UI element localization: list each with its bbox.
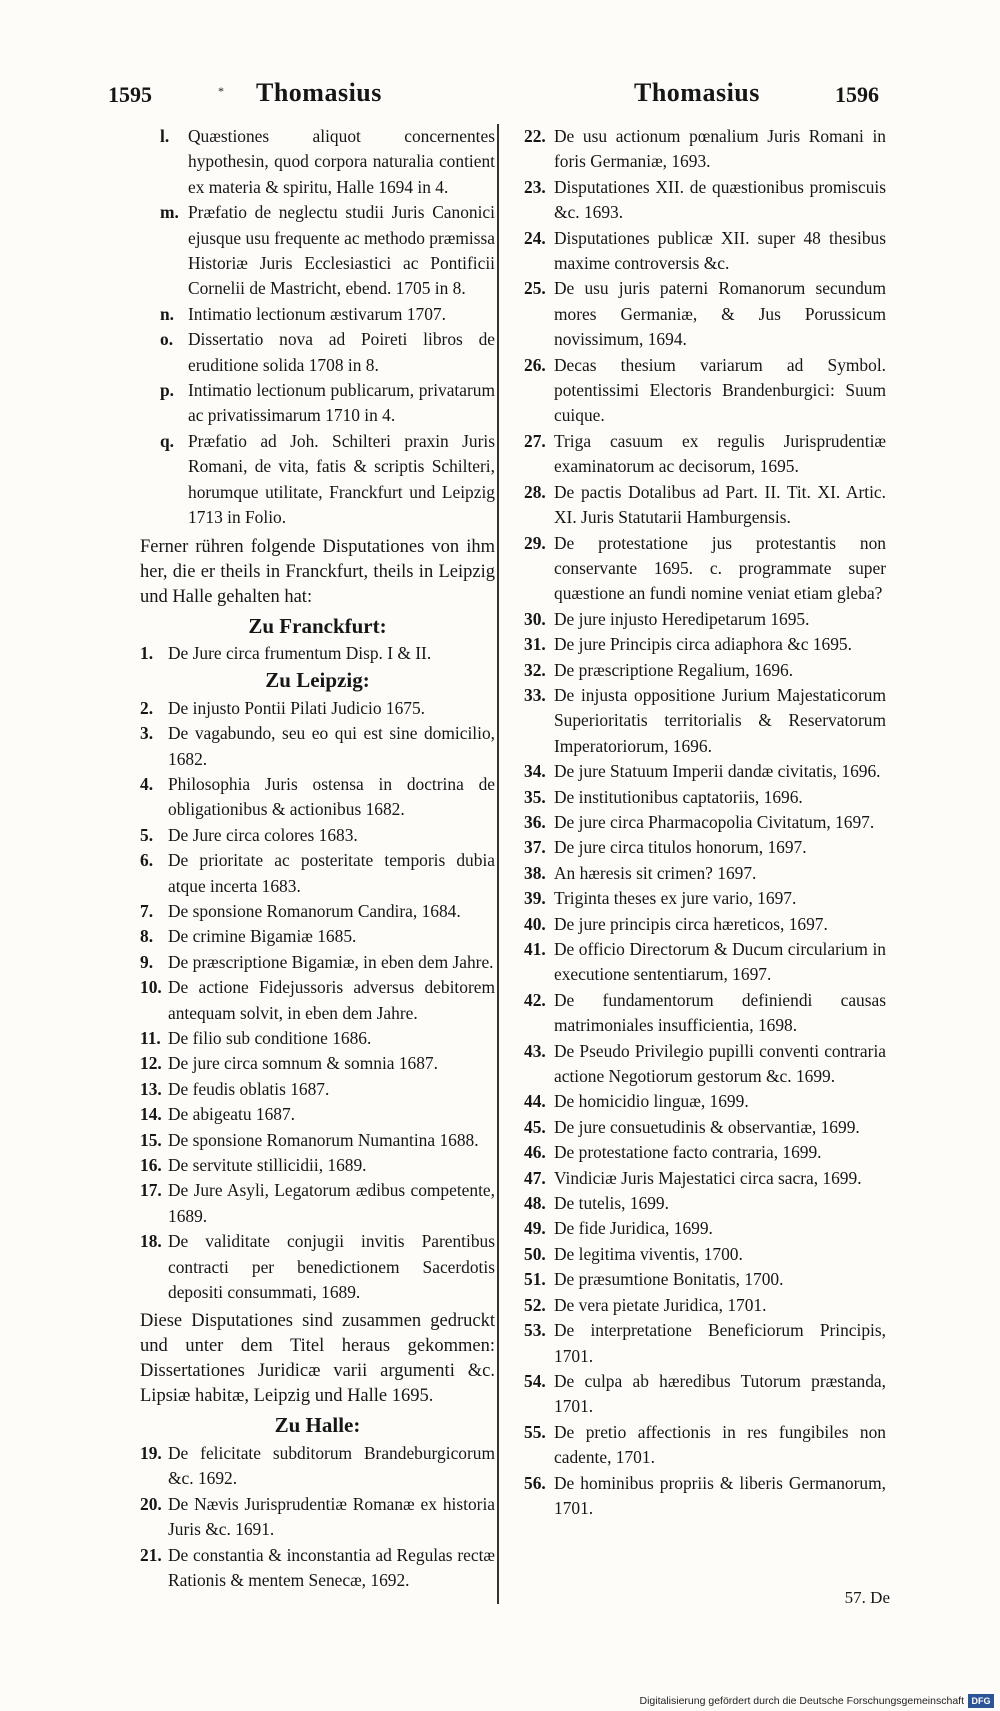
list-item <box>524 683 886 759</box>
item-number: 53. <box>524 1320 546 1341</box>
item-text: De validitate conjugii invitis Parentibus contracti per benedictionem Sacerdotis depositi consummati, 1689. <box>168 1231 495 1303</box>
item-text: De felicitate subditorum Brandeburgicorum &c. 1692. <box>168 1442 495 1489</box>
item-number: 54. <box>524 1370 546 1391</box>
right-column <box>524 124 886 1521</box>
list-item <box>524 480 886 531</box>
item-number: 14. <box>140 1104 162 1125</box>
item-number: 55. <box>524 1421 546 1442</box>
item-number: 38. <box>524 862 546 883</box>
item-text: Decas thesium variarum ad Symbol. potentissimi Electoris Brandenburgici: Suum cuique. <box>554 354 886 426</box>
item-number: 44. <box>524 1091 546 1112</box>
item-number: 32. <box>524 659 546 680</box>
item-number: 23. <box>524 176 546 197</box>
item-text: De pactis Dotalibus ad Part. II. Tit. XI. Artic. XI. Juris Statutarii Hamburgensis. <box>554 481 886 528</box>
list-item <box>524 1267 886 1292</box>
item-number: 26. <box>524 354 546 375</box>
item-number: 51. <box>524 1269 546 1290</box>
item-text: De fundamentorum definiendi causas matrimoniales insufficientia, 1698. <box>554 989 886 1036</box>
item-text: De hominibus propriis & liberis Germanorum, 1701. <box>554 1472 886 1518</box>
list-item <box>140 975 495 1026</box>
item-text: De præscriptione Regalium, 1696. <box>554 659 794 680</box>
list-item <box>524 1140 886 1165</box>
footer <box>0 1692 1000 1711</box>
item-text: De præscriptione Bigamiæ, in eben dem Jahre. <box>168 951 494 972</box>
item-number: 5. <box>140 824 154 845</box>
item-text: Vindiciæ Juris Majestatici circa sacra, 1699. <box>554 1167 862 1188</box>
list-item <box>140 1153 495 1178</box>
item-text: Triginta theses ex jure vario, 1697. <box>554 888 797 909</box>
item-number: 27. <box>524 430 546 451</box>
item-number: o. <box>160 329 174 350</box>
list-item <box>524 759 886 784</box>
list-item <box>140 1051 495 1076</box>
item-number: 12. <box>140 1053 162 1074</box>
intro-paragraph: Ferner rühren folgende Disputationes von ihm her, die er theils in Franckfurt, theils in Leipzig und Halle gehalten hat: <box>140 536 495 607</box>
item-number: 47. <box>524 1167 546 1188</box>
halle-list <box>140 1441 495 1593</box>
item-text: De jure consuetudinis & observantiæ, 1699. <box>554 1116 860 1137</box>
item-text: De filio sub conditione 1686. <box>168 1028 372 1048</box>
list-item <box>524 1166 886 1191</box>
item-number: 39. <box>524 888 546 909</box>
item-text: De jure circa Pharmacopolia Civitatum, 1697. <box>554 811 875 832</box>
column-divider <box>497 124 499 1604</box>
list-item <box>524 353 886 429</box>
list-item <box>524 937 886 988</box>
list-item <box>524 861 886 886</box>
list-item <box>140 429 495 531</box>
list-item <box>524 1420 886 1471</box>
item-text: De præsumtione Bonitatis, 1700. <box>554 1269 784 1290</box>
item-number: 8. <box>140 926 154 947</box>
item-number: l. <box>160 126 170 146</box>
item-text: De injusto Pontii Pilati Judicio 1675. <box>168 697 426 718</box>
item-number: 6. <box>140 850 154 871</box>
item-text: Præfatio ad Joh. Schilteri praxin Juris Romani, de vita, fatis & scriptis Schilteri, horumque utilitate, Franckfurt und Leipzig 1713 in Folio. <box>188 430 495 528</box>
header-asterisk: * <box>218 84 224 98</box>
frankfurt-list <box>140 641 495 666</box>
item-number: 33. <box>524 684 546 705</box>
item-text: De actione Fidejussoris adversus debitorem antequam solvit, in eben dem Jahre. <box>168 977 495 1023</box>
list-item <box>140 950 495 975</box>
item-text: De injusta oppositione Jurium Majestaticorum Superioritatis territorialis & Reservatorum Imperatoriorum, 1696. <box>554 684 886 756</box>
item-text: De vagabundo, seu eo qui est sine domicilio, 1682. <box>168 723 495 769</box>
list-item <box>524 1471 886 1522</box>
list-item <box>524 1293 886 1318</box>
item-number: 1. <box>140 642 154 663</box>
list-item <box>524 988 886 1039</box>
item-text: De Jure circa colores 1683. <box>168 824 358 845</box>
item-text: De interpretatione Beneficiorum Principis, 1701. <box>554 1320 886 1366</box>
item-number: 35. <box>524 786 546 807</box>
item-text: De Jure Asyli, Legatorum ædibus competente, 1689. <box>168 1180 495 1226</box>
list-item <box>524 175 886 226</box>
item-number: 29. <box>524 532 546 553</box>
list-item <box>524 531 886 607</box>
item-text: Disputationes publicæ XII. super 48 thesibus maxime controversis &c. <box>554 227 886 274</box>
item-number: 7. <box>140 900 154 921</box>
list-item <box>524 1369 886 1420</box>
list-item <box>140 721 495 772</box>
item-number: 36. <box>524 811 546 832</box>
item-number: 18. <box>140 1231 162 1252</box>
item-number: 20. <box>140 1493 162 1514</box>
item-text: De protestatione jus protestantis non conservante 1695. c. programmate super quæstione an fundi nomine veniat etiam gleba? <box>554 532 886 604</box>
item-text: De crimine Bigamiæ 1685. <box>168 926 357 947</box>
list-item <box>140 1543 495 1594</box>
item-number: 22. <box>524 126 546 146</box>
left-page-number: 1595 <box>108 82 152 107</box>
list-item <box>524 835 886 860</box>
item-number: 34. <box>524 761 546 782</box>
item-number: 25. <box>524 278 546 299</box>
item-number: 40. <box>524 913 546 934</box>
list-item <box>140 848 495 899</box>
list-item <box>524 607 886 632</box>
list-item <box>140 924 495 949</box>
item-number: 50. <box>524 1243 546 1264</box>
list-item <box>524 1039 886 1090</box>
list-item <box>140 1077 495 1102</box>
list-item <box>524 429 886 480</box>
item-text: De Jure circa frumentum Disp. I & II. <box>168 642 432 663</box>
leipzig-list <box>140 696 495 1306</box>
list-item <box>140 1102 495 1127</box>
item-text: De jure circa titulos honorum, 1697. <box>554 837 807 858</box>
list-item <box>524 276 886 352</box>
item-text: De constantia & inconstantia ad Regulas rectæ Rationis & mentem Senecæ, 1692. <box>168 1544 495 1590</box>
item-number: 3. <box>140 723 154 744</box>
item-number: p. <box>160 380 175 401</box>
item-text: De servitute stillicidii, 1689. <box>168 1155 367 1176</box>
list-item <box>140 124 495 200</box>
section-heading-frankfurt: Zu Franckfurt: <box>248 613 387 638</box>
item-text: De jure principis circa hæreticos, 1697. <box>554 913 828 934</box>
collection-paragraph: Diese Disputationes sind zusammen gedruckt und unter dem Titel heraus gekommen: Dissertationes Juridicæ varii argumenti &c. Lipsiæ habitæ, Leipzig und Halle 1695. <box>140 1311 495 1407</box>
list-item <box>524 912 886 937</box>
list-item <box>140 823 495 848</box>
list-item <box>524 124 886 175</box>
item-text: De protestatione facto contraria, 1699. <box>554 1142 822 1163</box>
item-number: 37. <box>524 837 546 858</box>
right-running-title: Thomasius <box>634 78 760 107</box>
list-item <box>140 200 495 302</box>
list-item <box>524 1089 886 1114</box>
list-item <box>140 302 495 327</box>
item-text: De abigeatu 1687. <box>168 1104 296 1125</box>
item-text: De pretio affectionis in res fungibiles non cadente, 1701. <box>554 1421 886 1468</box>
item-number: 16. <box>140 1155 162 1176</box>
disputation-list-continued <box>524 124 886 1521</box>
left-running-title: Thomasius <box>256 78 382 107</box>
item-number: 42. <box>524 989 546 1010</box>
item-number: 31. <box>524 634 546 655</box>
letter-list <box>140 124 495 531</box>
item-text: De jure circa somnum & somnia 1687. <box>168 1053 438 1074</box>
item-text: De feudis oblatis 1687. <box>168 1078 330 1099</box>
list-item <box>140 1492 495 1543</box>
item-text: De legitima viventis, 1700. <box>554 1243 743 1264</box>
item-text: De homicidio linguæ, 1699. <box>554 1091 749 1112</box>
item-text: De culpa ab hæredibus Tutorum præstanda, 1701. <box>554 1370 886 1417</box>
item-number: 4. <box>140 773 154 794</box>
list-item <box>140 327 495 378</box>
item-text: Disputationes XII. de quæstionibus promiscuis &c. 1693. <box>554 176 886 223</box>
dfg-logo: DFG <box>968 1694 994 1708</box>
item-text: De usu juris paterni Romanorum secundum mores Germaniæ, & Jus Porussicum novissimum, 1694. <box>554 278 886 350</box>
funding-notice: Digitalisierung gefördert durch die Deutsche Forschungsgemeinschaft <box>639 1695 964 1707</box>
list-item <box>140 696 495 721</box>
item-number: 43. <box>524 1040 546 1061</box>
list-item <box>524 785 886 810</box>
item-number: 48. <box>524 1193 546 1214</box>
item-number: 2. <box>140 697 154 718</box>
left-column <box>140 124 495 1593</box>
list-item <box>140 1441 495 1492</box>
item-number: 11. <box>140 1028 161 1048</box>
item-text: De usu actionum pœnalium Juris Romani in foris Germaniæ, 1693. <box>554 126 886 172</box>
item-text: De tutelis, 1699. <box>554 1193 669 1214</box>
item-text: De jure Principis circa adiaphora &c 1695. <box>554 634 852 655</box>
list-item <box>524 1216 886 1241</box>
item-text: De vera pietate Juridica, 1701. <box>554 1294 767 1315</box>
item-number: 17. <box>140 1180 162 1201</box>
list-item <box>140 1229 495 1305</box>
item-text: De prioritate ac posteritate temporis dubia atque incerta 1683. <box>168 850 495 896</box>
item-number: 10. <box>140 977 162 998</box>
item-text: Dissertatio nova ad Poireti libros de eruditione solida 1708 in 8. <box>188 329 495 375</box>
list-item <box>140 378 495 429</box>
item-number: m. <box>160 202 179 223</box>
item-number: 46. <box>524 1142 546 1163</box>
item-number: 19. <box>140 1442 162 1463</box>
item-text: Philosophia Juris ostensa in doctrina de obligationibus & actionibus 1682. <box>168 773 495 820</box>
item-text: De jure injusto Heredipetarum 1695. <box>554 608 810 629</box>
section-heading-leipzig: Zu Leipzig: <box>265 668 370 693</box>
item-text: An hæresis sit crimen? 1697. <box>554 862 757 883</box>
item-number: 49. <box>524 1218 546 1239</box>
item-text: Præfatio de neglectu studii Juris Canonici ejusque usu frequente ac methodo præmissa Historiæ Juris Ecclesiastici ac Pontificii Cornelii de Mastricht, ebend. 1705 in 8. <box>188 202 495 299</box>
item-number: 45. <box>524 1116 546 1137</box>
list-item <box>524 1242 886 1267</box>
section-heading-halle: Zu Halle: <box>274 1413 361 1438</box>
right-page-number: 1596 <box>835 82 879 107</box>
list-item <box>140 772 495 823</box>
list-item <box>140 899 495 924</box>
list-item <box>524 810 886 835</box>
list-item <box>140 641 495 666</box>
list-item <box>524 1318 886 1369</box>
item-text: De Pseudo Privilegio pupilli conventi contraria actione Negotiorum gestorum &c. 1699. <box>554 1040 886 1087</box>
list-item <box>524 226 886 277</box>
item-number: 13. <box>140 1078 162 1099</box>
list-item <box>524 632 886 657</box>
list-item <box>524 1115 886 1140</box>
item-text: Quæstiones aliquot concernentes hypothesin, quod corpora naturalia contient ex materia & spiritu, Halle 1694 in 4. <box>188 126 495 197</box>
item-number: 56. <box>524 1472 546 1493</box>
list-item <box>524 886 886 911</box>
list-item <box>140 1128 495 1153</box>
item-number: 9. <box>140 951 154 972</box>
item-number: q. <box>160 430 175 451</box>
list-item <box>524 658 886 683</box>
item-number: 41. <box>524 939 546 959</box>
item-text: Triga casuum ex regulis Jurisprudentiæ examinatorum ac decisorum, 1695. <box>554 430 886 477</box>
item-number: 52. <box>524 1294 546 1315</box>
item-text: De sponsione Romanorum Numantina 1688. <box>168 1129 479 1150</box>
list-item <box>140 1026 495 1051</box>
item-number: n. <box>160 303 175 324</box>
list-item <box>140 1178 495 1229</box>
item-number: 28. <box>524 481 546 502</box>
item-text: De institutionibus captatoriis, 1696. <box>554 786 803 807</box>
item-text: De officio Directorum & Ducum circularium in executione sententiarum, 1697. <box>554 939 886 985</box>
item-number: 15. <box>140 1129 162 1150</box>
item-number: 21. <box>140 1544 162 1565</box>
item-text: De jure Statuum Imperii dandæ civitatis, 1696. <box>554 761 881 782</box>
list-item <box>524 1191 886 1216</box>
catchword: 57. De <box>844 1588 890 1607</box>
item-text: De Nævis Jurisprudentiæ Romanæ ex historia Juris &c. 1691. <box>168 1493 495 1540</box>
item-number: 30. <box>524 608 546 629</box>
item-text: Intimatio lectionum publicarum, privatarum ac privatissimarum 1710 in 4. <box>188 380 495 426</box>
item-number: 24. <box>524 227 546 248</box>
item-text: De sponsione Romanorum Candira, 1684. <box>168 900 461 921</box>
item-text: Intimatio lectionum æstivarum 1707. <box>188 303 446 324</box>
item-text: De fide Juridica, 1699. <box>554 1218 713 1239</box>
